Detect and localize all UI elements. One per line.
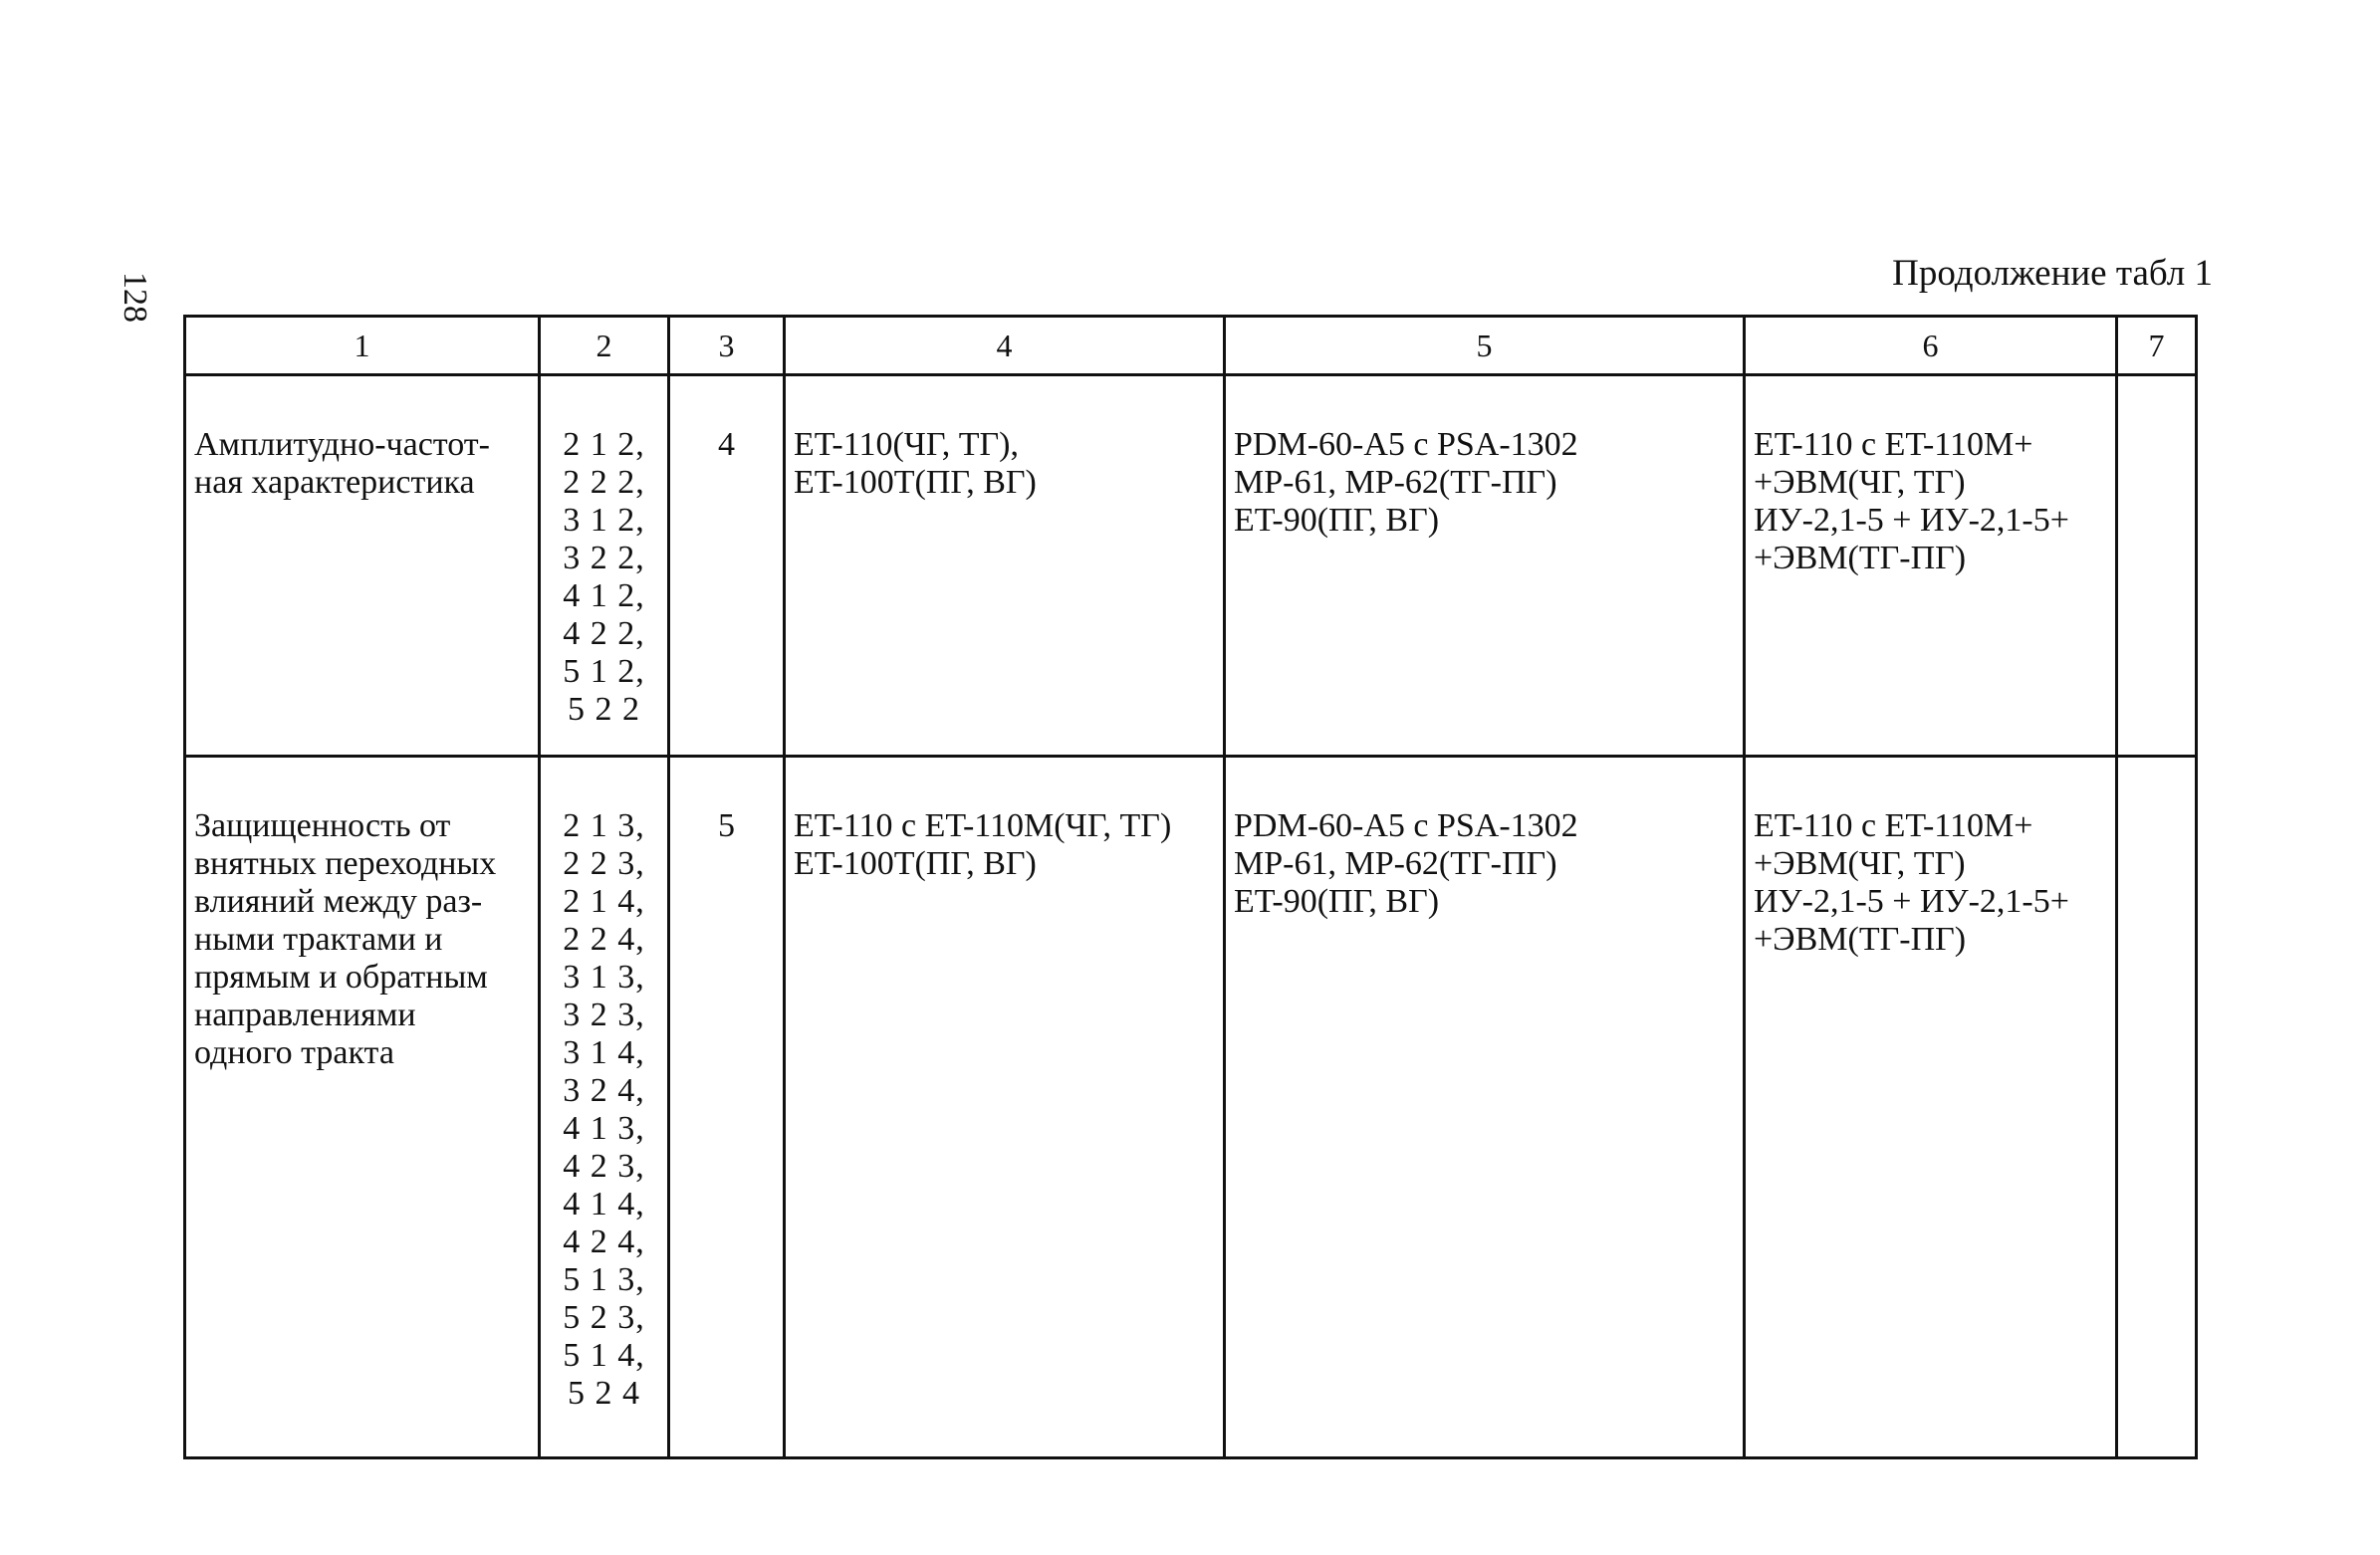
header-cell-7: 7 xyxy=(2117,317,2197,375)
cell-line: +ЭВМ(ТГ-ПГ) xyxy=(1754,921,1967,958)
table-continuation-caption: Продолжение табл 1 xyxy=(1892,253,2213,294)
cell-line: 3 2 4, xyxy=(563,1072,645,1109)
cell-line: PDM-60-A5 с PSA-1302 xyxy=(1234,426,1578,463)
code-cell xyxy=(540,757,669,1458)
page-number: 128 xyxy=(117,272,153,323)
cell-line: 5 1 3, xyxy=(563,1261,645,1298)
cell-line: Защищенность от xyxy=(194,807,451,844)
cell-line: 4 2 3, xyxy=(563,1148,645,1185)
header-row xyxy=(185,317,2197,375)
cell-line: внятных переходных xyxy=(194,845,497,882)
cell-line: 5 2 3, xyxy=(563,1299,645,1336)
cell-line: 4 1 4, xyxy=(563,1186,645,1222)
cell-line: 5 1 2, xyxy=(563,653,645,690)
cell-line: 4 2 2, xyxy=(563,615,645,652)
code-cell xyxy=(540,375,669,757)
cell-line: 3 2 3, xyxy=(563,997,645,1033)
cell-line: направлениями xyxy=(194,997,416,1033)
header-cell-2: 2 xyxy=(540,317,669,375)
cell-line: 4 1 3, xyxy=(563,1110,645,1147)
cell-line: MP-61, MP-62(ТГ-ПГ) xyxy=(1234,464,1557,501)
cell-line: +ЭВМ(ЧГ, ТГ) xyxy=(1754,845,1966,882)
parameter-cell xyxy=(185,375,540,757)
cell-line: 5 1 4, xyxy=(563,1337,645,1374)
header-cell-3: 3 xyxy=(669,317,785,375)
cell-line: одного тракта xyxy=(194,1034,394,1071)
cell-line: 2 2 2, xyxy=(563,464,645,501)
parameter-cell xyxy=(185,757,540,1458)
cell-line: ET-90(ПГ, ВГ) xyxy=(1234,883,1440,920)
cell-line: 2 1 3, xyxy=(563,807,645,844)
cell-line: 5 2 4 xyxy=(568,1375,640,1412)
cell-line: ET-110 с ET-110M+ xyxy=(1754,426,2033,463)
equipment-cell xyxy=(1745,757,2117,1458)
number-cell: 5 xyxy=(669,757,785,1458)
cell-line: ET-90(ПГ, ВГ) xyxy=(1234,502,1440,539)
cell-line: 2 2 4, xyxy=(563,921,645,958)
data-table xyxy=(183,315,2198,1459)
cell-line: 4 2 4, xyxy=(563,1223,645,1260)
cell-line: ИУ-2,1-5 + ИУ-2,1-5+ xyxy=(1754,502,2069,539)
cell-line: 3 1 2, xyxy=(563,502,645,539)
cell-line: 2 2 3, xyxy=(563,845,645,882)
number-cell: 4 xyxy=(669,375,785,757)
header-cell-4: 4 xyxy=(785,317,1225,375)
equipment-cell xyxy=(1225,375,1745,757)
equipment-cell xyxy=(1225,757,1745,1458)
cell-line: Амплитудно-частот- xyxy=(194,426,490,463)
table-row xyxy=(185,757,2197,1458)
cell-line: 3 1 3, xyxy=(563,959,645,996)
cell-line: ная характеристика xyxy=(194,464,475,501)
equipment-cell xyxy=(1745,375,2117,757)
cell-line: 3 1 4, xyxy=(563,1034,645,1071)
empty-cell xyxy=(2117,375,2197,757)
cell-line: ET-110 с ET-110M(ЧГ, ТГ) xyxy=(794,807,1172,844)
cell-line: ET-110(ЧГ, ТГ), xyxy=(794,426,1019,463)
header-cell-1: 1 xyxy=(185,317,540,375)
table-row xyxy=(185,375,2197,757)
equipment-cell xyxy=(785,375,1225,757)
cell-line: 5 2 2 xyxy=(568,691,640,728)
cell-line: ET-100T(ПГ, ВГ) xyxy=(794,845,1037,882)
empty-cell xyxy=(2117,757,2197,1458)
cell-line: +ЭВМ(ТГ-ПГ) xyxy=(1754,540,1967,576)
header-cell-5: 5 xyxy=(1225,317,1745,375)
cell-line: ET-110 с ET-110M+ xyxy=(1754,807,2033,844)
header-cell-6: 6 xyxy=(1745,317,2117,375)
cell-line: влияний между раз- xyxy=(194,883,483,920)
equipment-cell xyxy=(785,757,1225,1458)
cell-line: +ЭВМ(ЧГ, ТГ) xyxy=(1754,464,1966,501)
cell-line: 2 1 2, xyxy=(563,426,645,463)
cell-line: ными трактами и xyxy=(194,921,443,958)
cell-line: 3 2 2, xyxy=(563,540,645,576)
cell-line: ИУ-2,1-5 + ИУ-2,1-5+ xyxy=(1754,883,2069,920)
cell-line: 4 1 2, xyxy=(563,577,645,614)
cell-line: прямым и обратным xyxy=(194,959,488,996)
cell-line: MP-61, MP-62(ТГ-ПГ) xyxy=(1234,845,1557,882)
cell-line: PDM-60-A5 с PSA-1302 xyxy=(1234,807,1578,844)
cell-line: ET-100T(ПГ, ВГ) xyxy=(794,464,1037,501)
cell-line: 2 1 4, xyxy=(563,883,645,920)
